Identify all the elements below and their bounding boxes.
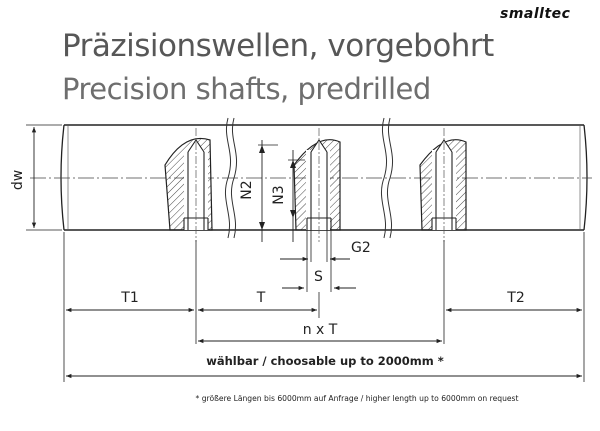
title-german: Präzisionswellen, vorgebohrt — [62, 28, 494, 64]
tapped-hole-3 — [420, 128, 466, 242]
dim-dw-label: dw — [10, 169, 26, 191]
tapped-hole-1 — [165, 128, 212, 242]
tapped-hole-2 — [294, 128, 340, 242]
dim-n2-label: N2 — [239, 180, 255, 200]
dim-t1-label: T1 — [121, 290, 139, 306]
brand-logo: smalltec — [500, 6, 571, 22]
dim-n3-label: N3 — [271, 185, 287, 205]
footnote: * größere Längen bis 6000mm auf Anfrage / higher length up to 6000mm on request — [195, 394, 519, 403]
dim-s-label: S — [314, 269, 323, 285]
dim-g2-label: G2 — [351, 240, 371, 256]
title-english: Precision shafts, predrilled — [62, 72, 431, 106]
dim-t2-label: T2 — [507, 290, 525, 306]
total-length-label: wählbar / choosable up to 2000mm * — [206, 354, 444, 368]
dim-nxt-label: n x T — [302, 322, 338, 338]
dim-dw — [26, 125, 62, 230]
dim-t-label: T — [256, 290, 266, 306]
